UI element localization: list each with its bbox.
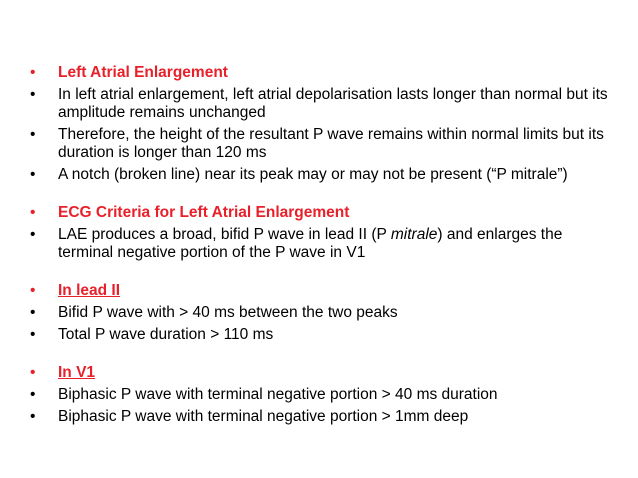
heading-text: In V1 (58, 364, 96, 381)
bullet-marker: • (30, 386, 36, 403)
bullet-marker: • (30, 282, 36, 299)
bullet-marker: • (30, 64, 36, 81)
item-text: Total P wave duration > 110 ms (58, 326, 274, 343)
item-text (58, 226, 562, 261)
heading-text: ECG Criteria for Left Atrial Enlargement (58, 204, 350, 221)
heading-text: Left Atrial Enlargement (58, 64, 228, 81)
section-heading-left-atrial-enlargement (30, 64, 620, 82)
list-item (30, 304, 620, 322)
bullet-marker: • (30, 126, 36, 143)
list-item (30, 386, 620, 404)
item-text: Biphasic P wave with terminal negative portion > 40 ms duration (58, 386, 498, 403)
list-item (30, 408, 620, 426)
list-item (30, 166, 620, 184)
item-text: Biphasic P wave with terminal negative portion > 1mm deep (58, 408, 469, 425)
item-text: A notch (broken line) near its peak may or may not be present (“P mitrale”) (58, 166, 568, 183)
heading-text: In lead II (58, 282, 121, 299)
list-item (30, 226, 620, 262)
bullet-marker: • (30, 226, 36, 243)
bullet-marker: • (30, 364, 36, 381)
section-heading-ecg-criteria (30, 204, 620, 222)
slide-content (30, 64, 620, 426)
bullet-marker: • (30, 408, 36, 425)
item-text: Therefore, the height of the resultant P wave remains within normal limits but its duration is longer than 120 ms (58, 126, 604, 161)
bullet-marker: • (30, 304, 36, 321)
item-text-before: LAE produces a broad, bifid P wave in lead II (P (58, 226, 391, 243)
list-item (30, 86, 620, 122)
item-text-after: ) and enlarges the terminal negative portion of the P wave in V1 (58, 226, 563, 261)
item-text: In left atrial enlargement, left atrial depolarisation lasts longer than normal but its amplitude remains unchanged (58, 86, 608, 121)
bullet-marker: • (30, 326, 36, 343)
list-item (30, 126, 620, 162)
section-heading-in-lead-ii (30, 282, 620, 300)
bullet-marker: • (30, 166, 36, 183)
bullet-marker: • (30, 86, 36, 103)
list-item (30, 326, 620, 344)
section-heading-in-v1 (30, 364, 620, 382)
item-text: Bifid P wave with > 40 ms between the two peaks (58, 304, 398, 321)
bullet-marker: • (30, 204, 36, 221)
item-text-emphasis: mitrale (390, 226, 438, 243)
